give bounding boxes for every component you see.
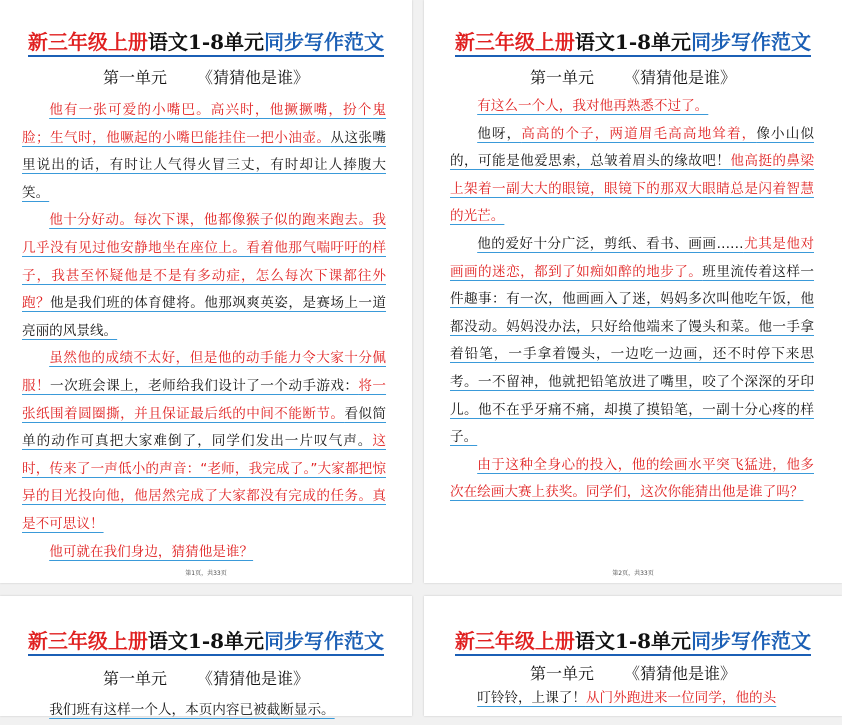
paragraph-text-run: 尤其是他对画画的迷恋，都到了如痴如醉的地步了。: [450, 235, 815, 280]
paragraph-text-run: 他可就在我们身边，猜猜他是谁？: [49, 543, 254, 560]
header-part-subject: 语文1-8单元: [574, 30, 692, 54]
document-page-2: [424, 0, 842, 583]
header-part-grade: 新三年级上册: [454, 30, 575, 54]
paragraph-text-run: 他的爱好十分广泛，剪纸、看书、画画……: [477, 235, 744, 252]
essay-heading: [0, 669, 412, 689]
essay-paragraph: [450, 93, 814, 121]
paragraph-text-run: 有这么一个人，我对他再熟悉不过了。: [477, 98, 709, 114]
essay-paragraph: [450, 121, 814, 231]
header-part-subject: 语文1-8单元: [147, 30, 265, 54]
document-page-1: [0, 0, 412, 583]
essay-title: 《猜猜他是谁》: [624, 68, 737, 87]
paragraph-text-run: 他有一张可爱的小嘴巴。高兴时，他撅撅嘴，扮个鬼脸；生气时，他噘起的小嘴巴能挂住一把小油壶。: [22, 102, 386, 146]
page-header-title: [0, 629, 412, 656]
essay-paragraph: [22, 697, 386, 725]
essay-paragraph: [22, 345, 386, 538]
paragraph-text-run: 他呀，: [477, 125, 522, 142]
essay-body: [450, 685, 814, 713]
unit-label: 第一单元: [102, 669, 167, 688]
page-footer: 第2页，共33页: [612, 570, 654, 577]
page-header-title: [424, 30, 842, 57]
paragraph-text-run: 从门外跑进来一位同学，他的头: [585, 690, 777, 706]
paragraph-text-run: 他高挺的鼻梁上架着一副大大的眼镜，眼镜下的那双大眼睛总是闪着智慧的光芒。: [450, 153, 815, 225]
essay-title: 《猜猜他是谁》: [197, 669, 310, 688]
essay-paragraph: [22, 97, 386, 207]
header-part-topic: 同步写作范文: [691, 629, 812, 653]
essay-heading: [424, 68, 842, 88]
essay-paragraph: [22, 207, 386, 345]
document-page-4: [424, 596, 842, 716]
essay-paragraph: [450, 452, 814, 507]
paragraph-text-run: 这时，传来了一声低小的声音：“老师，我完成了。”大家都把惊异的目光投向他，他居然完成了大家都没有完成的任务。真是不可思议！: [22, 433, 386, 532]
paragraph-text-run: 他十分好动。每次下课，他都像猴子似的跑来跑去。我几乎没有见过他安静地坐在座位上。看着他那气喘吁吁的样子，我甚至怀疑他是不是有多动症，怎么每次下课都往外跑？: [22, 212, 386, 312]
essay-body: [22, 697, 386, 725]
unit-label: 第一单元: [529, 68, 594, 87]
header-part-grade: 新三年级上册: [454, 629, 575, 653]
header-part-subject: 语文1-8单元: [147, 629, 265, 653]
document-page-3: [0, 596, 412, 716]
page-header-title: [0, 30, 412, 57]
header-part-grade: 新三年级上册: [27, 629, 148, 653]
unit-label: 第一单元: [102, 68, 167, 87]
paragraph-text-run: 叮铃铃，上课了！: [477, 690, 586, 706]
paragraph-text-run: 像小山似的，可能是他爱思索，总皱着眉头的缘故吧！: [450, 125, 815, 170]
header-part-grade: 新三年级上册: [27, 30, 148, 54]
essay-title: 《猜猜他是谁》: [197, 68, 310, 87]
essay-body: [22, 97, 386, 566]
paragraph-text-run: 他是我们班的体育健将。他那飒爽英姿，是赛场上一道亮丽的风景线。: [22, 295, 387, 339]
paragraph-text-run: 由于这种全身心的投入，他的绘画水平突飞猛进，他多次在绘画大赛上获奖。同学们，这次你能猜出他是谁了吗？: [450, 456, 814, 501]
essay-paragraph: [22, 539, 386, 567]
header-part-topic: 同步写作范文: [264, 30, 385, 54]
header-part-topic: 同步写作范文: [264, 629, 385, 653]
paragraph-text-run: 高高的个子，两道眉毛高高地耸着，: [521, 125, 757, 142]
paragraph-text-run: 一次班会课上，老师给我们设计了一个动手游戏：: [50, 377, 359, 394]
essay-paragraph: [450, 685, 814, 713]
paragraph-text-run: 从这张嘴里说出的话，有时让人气得火冒三丈，有时却让人捧腹大笑。: [22, 129, 387, 201]
essay-heading: [424, 664, 842, 684]
paragraph-text-run: 虽然他的成绩不太好，但是他的动手能力令大家十分佩服！: [22, 350, 386, 394]
header-part-topic: 同步写作范文: [691, 30, 812, 54]
page-footer: 第1页，共33页: [185, 570, 227, 577]
page-header-title: [424, 629, 842, 656]
paragraph-text-run: 将一张纸围着圆圈撕，并且保证最后纸的中间不能断节。: [22, 377, 387, 422]
essay-heading: [0, 68, 412, 88]
paragraph-text-run: 我们班有这样一个人，本页内容已被截断显示。: [49, 702, 335, 718]
header-part-subject: 语文1-8单元: [574, 629, 692, 653]
essay-body: [450, 93, 814, 507]
essay-paragraph: [450, 231, 814, 452]
essay-title: 《猜猜他是谁》: [624, 664, 737, 683]
unit-label: 第一单元: [529, 664, 594, 683]
paragraph-text-run: 班里流传着这样一件趣事：有一次，他画画入了迷，妈妈多次叫他吃午饭，他都没动。妈妈没办法，只好给他端来了馒头和菜。他一手拿着铅笔，一手拿着馒头，一边吃一边画，还不时停下来思考。一不留神，他就把铅笔放进了嘴里，咬了个深深的牙印儿。他不在乎牙痛不痛，却摸了摸铅笔，一副十分心疼的样子。: [450, 263, 815, 446]
paragraph-text-run: 看似简单的动作可真把大家难倒了，同学们发出一片叹气声。: [22, 405, 387, 450]
